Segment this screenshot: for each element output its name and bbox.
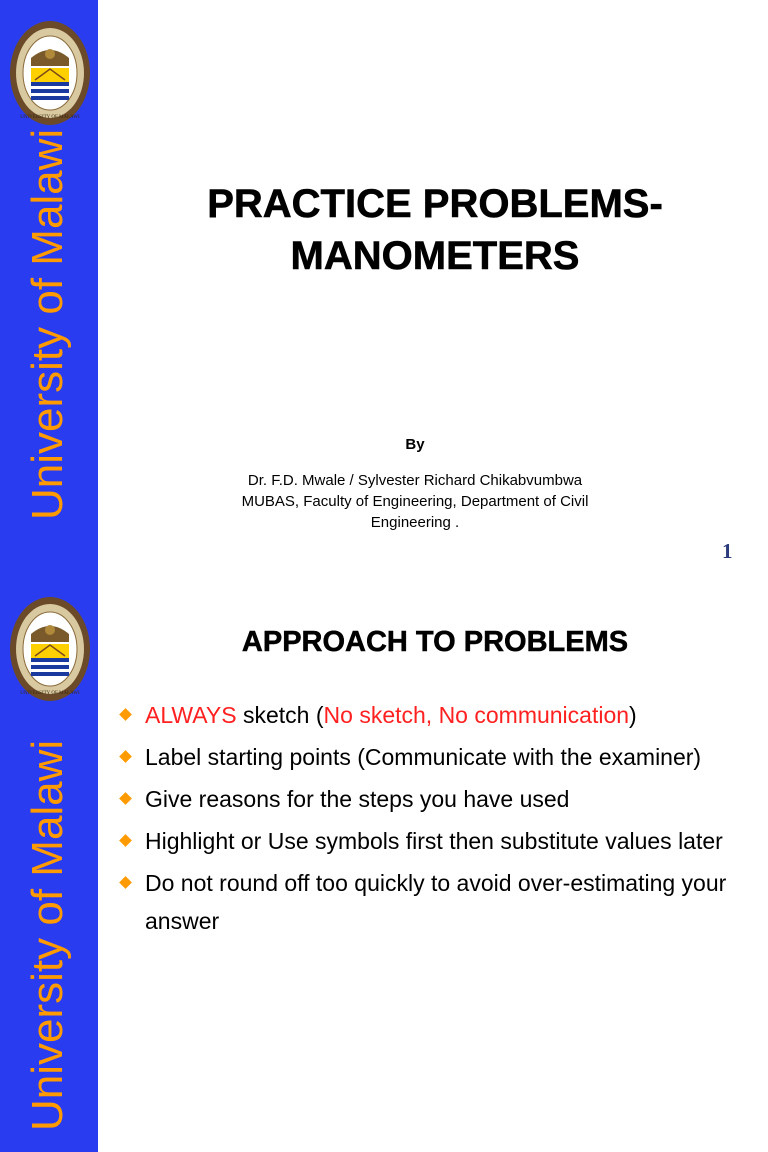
emphasis-text: ALWAYS (145, 702, 237, 728)
emphasis-text: No sketch, No communication (323, 702, 630, 728)
university-name-text: University of Malawi (23, 128, 72, 520)
vertical-university-name (0, 0, 98, 576)
page-number: 1 (722, 539, 733, 563)
slide-title: APPROACH TO PROBLEMS (241, 626, 629, 658)
title-line-1: PRACTICE PROBLEMS- (207, 182, 663, 226)
by-label: By (405, 436, 425, 453)
diamond-bullet-icon (119, 876, 132, 889)
author-institution: MUBAS, Faculty of Engineering, Department of Civil (241, 493, 589, 510)
author-block (110, 470, 720, 533)
list-item (118, 738, 748, 776)
item-text: Do not round off too quickly to avoid over-estimating your answer (145, 870, 727, 934)
diamond-bullet-icon (119, 708, 132, 721)
side-band (0, 0, 98, 576)
list-item (118, 780, 748, 818)
logo-text: UNIVERSITY OF MALAWI (20, 691, 80, 696)
list-item (118, 696, 748, 734)
list-item (118, 822, 748, 860)
diamond-bullet-icon (119, 834, 132, 847)
side-band (0, 576, 98, 1152)
author-department: Engineering . (370, 514, 460, 531)
university-name-text: University of Malawi (23, 739, 72, 1131)
item-text: Highlight or Use symbols first then substitute values later (145, 828, 723, 854)
author-names: Dr. F.D. Mwale / Sylvester Richard Chikabvumbwa (247, 472, 583, 489)
logo-text: UNIVERSITY OF MALAWI (20, 115, 80, 120)
slide-title (110, 178, 760, 282)
list-item (118, 864, 748, 940)
diamond-bullet-icon (119, 792, 132, 805)
diamond-bullet-icon (119, 750, 132, 763)
slide-2 (0, 576, 768, 1152)
item-text: ) (629, 702, 637, 728)
item-text: sketch ( (236, 702, 324, 728)
vertical-university-name (0, 576, 98, 1152)
bullet-list (118, 696, 748, 944)
item-text: Label starting points (Communicate with the examiner) (145, 744, 702, 770)
title-line-2: MANOMETERS (290, 234, 580, 278)
item-text: Give reasons for the steps you have used (145, 786, 570, 812)
